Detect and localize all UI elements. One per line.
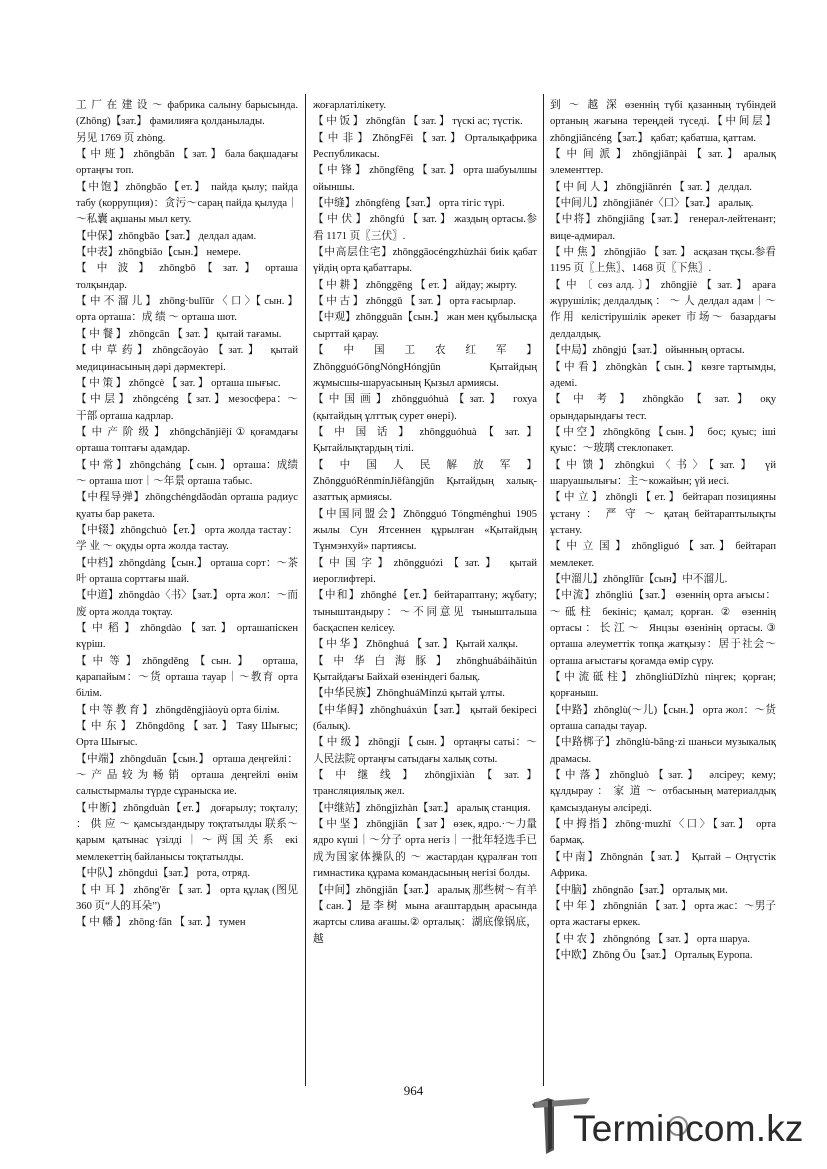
site-logo (528, 1096, 818, 1156)
dictionary-entry: 【中路】zhōnglù(～儿)【сын.】 орта жол：～货 орташа сапады тауар. (550, 704, 776, 733)
dictionary-entry: 【 中 东 】 Zhōngdōng 【 зат. 】 Таяу Шығыс; Орта Шығыс. (76, 721, 298, 749)
logo-text: Termincom.kz (573, 1108, 804, 1149)
dictionary-entry: 【 中 焦 】 zhōngjiāo 【 зат. 】 асқазан тқсы.参看 1195 页〖上焦〗、1468 页〖下焦〗. (550, 247, 776, 275)
dictionary-entry: 【 中 立 】 zhōnglì 【 ет. 】 бейтарап позицияны ұстану ： 严 守 ～ қатаң бейтараптылықты ұстану. (550, 492, 776, 536)
dictionary-entry: жоғарлатілікету. (313, 100, 387, 111)
dictionary-entry: 【中断】zhōngduàn【ет.】 доғарылу; тоқталу; ： 供 应 ～ қамсыздандыру тоқтатылды 联系～ қарым қатынас үзілді｜～两国关系 екі мемлекеттің байланысы тоқтатылды. (76, 802, 298, 863)
dictionary-entry: 【中国同盟会】Zhōngguó Tóngménghuì 1905 жылы Сун Ятсеннен құрылған «Қытайдың Тұнмэнхуй» партиясы. (313, 508, 537, 553)
dictionary-entry: 【 中 坚 】 zhōngjiān 【 зат 】 өзек, ядро.·～力量 ядро күші｜～分子 орта негіз｜一批年轻选手已成为国家体操队的 ～ жастардан құралған топ гимнастика құрама командасының негізі болды. (313, 819, 537, 880)
dictionary-entry: 【 中 班 】 zhōngbān 【 зат. 】 бала бақшадағы ортаңғы топ. (76, 149, 298, 177)
dictionary-entry: 【 中 古 】 zhōnggǔ 【 зат. 】 орта ғасырлар. (313, 296, 516, 308)
dictionary-entry: 【 中 幡 】 zhōng·fān 【 зат. 】 тумен (76, 917, 246, 929)
dictionary-entry: 【 中 耕 】 zhōnggēng 【 ет. 】 айдау; жырту. (313, 279, 518, 291)
dictionary-entry: 【中保】zhōngbǎo【зат.】 делдал адам. (76, 230, 257, 242)
dictionary-entry: 【 中 级 】 zhōngjí 【 сын. 】 ортаңғы сатьі：～人民法院 ортаңғы сатыдағы халық соты. (313, 737, 537, 765)
dictionary-entry: 【中端】zhōngduān【сын.】 орташа деңгейлі：～产品较为畅销 орташа деңгейлі өнім салыстырмалы түрде сұраныска ие. (76, 753, 298, 798)
dictionary-entry: 【中华民族】ZhōnghuáMínzú қытай ұлты. (313, 688, 505, 700)
dictionary-entry: 【中观】zhōngguān【сын.】 жан мен құбылысқа сырттай қарау. (313, 312, 537, 340)
dictionary-entry: 【 中 间 派 】 zhōngjiānpài 【 зат. 】 аралық элементтер. (550, 149, 776, 177)
dictionary-entry: 【中高层住宅】zhōnggāocéngzhùzhái биік қабат үйдің орта қабаттары. (313, 247, 537, 275)
dictionary-entry: 【中南】Zhōngnán【зат.】 Қытай – Оңтүстік Африка. (550, 851, 776, 880)
dictionary-entry: 【中局】zhōngjú【зат.】 ойынның ортасы. (550, 345, 745, 357)
dictionary-entry: 【 中 华 白 海 豚 】 zhōnghuábáihǎitún Қытайдағы Байхай өзеніндегі балық. (313, 655, 537, 684)
dictionary-entry: 【 中 常 】 zhōngcháng 【 сын. 】 орташа：成绩～ орташа шот｜～年景 орташа табыс. (76, 459, 298, 487)
dictionary-entry: 【 中 国 工 农 红 军 】 ZhōngguóGōngNóngHóngjūn Қытайдың жұмысшы-шаруасының Қызыл армиясы. (313, 345, 537, 389)
dictionary-entry: 【 中 伏 】 zhōngfú 【 зат. 】 жаздың ортасы.参看 1171 页〖三伏〗. (313, 214, 537, 242)
dictionary-entry: 【中间】zhōngjiān【зат.】 аралық 那些树～有羊【сан.】是李树 мына ағаштардың арасында жартсы слива ағашы.② орталық：湖底像锅底，越 (313, 884, 537, 945)
dictionary-entry: 【中草药】zhōngcǎoyào【зат.】 қытай медицинасының дәрі дәрмектері. (76, 345, 298, 373)
dictionary-entry: 【中国字】zhōngguózì【зат.】 қытай иероглифтері. (313, 557, 537, 585)
dictionary-entry: 【 中 稻 】 zhōngdào 【 зат. 】 орташапіскен күріш. (76, 623, 298, 651)
dictionary-entry: 【中脑】zhōngnǎo【зат.】 орталық ми. (550, 884, 728, 896)
column-divider (543, 94, 544, 1086)
dictionary-entry: 【中缝】zhōngfèng【зат.】 орта тігіс түрі. (313, 198, 505, 210)
dictionary-entry: 【中表】zhōngbiǎo【сын.】 немере. (76, 247, 241, 259)
dictionary-entry: 【 中 间 人 】 zhōngjiānrén 【 зат. 】 делдал. (550, 181, 752, 193)
dictionary-entry: 【 中 立 国 】 zhōnglìguó 【 зат. 】 бейтарап мемлекет. (550, 541, 776, 569)
dictionary-entry: 【中路梆子】zhōnglù-bāng·zi шаньси музыкалық драмасы. (550, 737, 776, 765)
dictionary-entry: 【中档】zhōngdàng【сын.】 орташа сорт：～茶叶 орташа сорттағы шай. (76, 557, 298, 585)
dictionary-entry: 【 中 层 】 zhōngcéng 【 зат. 】 мезосфера：～干部 орташа кадрлар. (76, 394, 298, 422)
dictionary-entry: 【 中 国 话 】 zhōngguóhuà 【 зат. 】 Қытайлықтардың тілі. (313, 426, 537, 455)
column-divider (305, 94, 306, 1086)
page-number: 964 (403, 1083, 424, 1098)
dictionary-entry: 【 中 继 线 】 zhōngjìxiàn 【 зат. 】 трансляциялық жел. (313, 770, 537, 798)
dictionary-entry: 【中辍】zhōngchuò【ет.】 орта жолда тастау：学 业 ～ оқуды орта жолда тастау. (76, 524, 298, 553)
dictionary-entry: 【 中 产 阶 级 】 zhōngchǎnjiējí ① қоғамдағы орташа топтағы адамдар. (76, 426, 298, 455)
dictionary-entry: 到 ～ 越 深 өзеннің түбі қазанның түбіндей ортаның жағына тереңдей түседі.【中间层】zhōngjiāncéng【зат.】 қабат; қабатша, қаттам. (550, 100, 776, 144)
dictionary-entry: 【中等】zhōngděng【сын.】 орташа, қарапайым：～货 орташа тауар｜～教育 орта білім. (76, 655, 298, 700)
dictionary-entry: 另见 1769 页 zhòng. (76, 132, 166, 144)
dictionary-entry: 【 中 农 】 zhōngnóng 【 зат. 】 орта шаруа. (550, 933, 751, 945)
dictionary-entry: 【 中 波 】 zhōngbō 【 зат. 】 орташа толқындар. (76, 263, 298, 291)
dictionary-entry: 【中流】zhōngliú【зат.】 өзеннің орта ағысы：～砥柱 бекініс; қамал; қорған. ② өзеннің ортасы：长江～ Янцзы өзенінің ортасы.③ орташа әлеуметтік топқа жатқызу：居于社会～ орташа ағыстағы қоғамда өмір сүру. (550, 590, 776, 667)
dictionary-entry: 【中队】zhōngduì【зат.】 рота, отряд. (76, 868, 251, 880)
dictionary-entry: 【中间儿】zhōngjiānér〈口〉【зат.】 аралық. (550, 198, 754, 210)
dictionary-entry: 【中馈】zhōngkuì〈书〉【зат.】 үй шаруашылығы：主～кожайын; үй иесі. (550, 459, 776, 487)
dictionary-entry: 【中将】zhōngjiāng【зат.】 генерал-лейтенант; вице-адмирал. (550, 214, 776, 242)
dictionary-entry: 【 中 等 教 育 】 zhōngděngjiàoyù орта білім. (76, 704, 280, 716)
dictionary-entry: 【 中 锋 】 zhōngfēng 【 зат. 】 орта шабуылшы ойыншы. (313, 165, 537, 193)
dictionary-entry: 【中溜儿】zhōnglīūr【сын】中不溜儿. (550, 573, 728, 585)
dictionary-entry: 【中国画】zhōngguóhuà【зат.】 гохуа (қытайдың ұлттық сурет өнері). (313, 394, 537, 422)
dictionary-entry: 【 中 国 人 民 解 放 军 】 ZhōngguóRénmínJiěfàngjūn Қытайдың халық-азаттық армиясы. (313, 459, 537, 504)
dictionary-entry: 【中程导弹】zhōngchéngdǎodàn орташа радиус қуаты бар ракета. (76, 492, 298, 520)
dictionary-entry: 工 厂 在 建 设 ～ фабрика салыну барысында. (Zhōng)【зат.】 фамилияға қолданылады. (76, 100, 298, 128)
dictionary-entry: 【 中 考 】 zhōngkǎo 【 зат. 】 оқу орындарындағы тест. (550, 394, 776, 422)
dictionary-entry: 【中道】zhōngdào〈书〉【зат.】 орта жол：～而废 орта жолда тоқтау. (76, 590, 298, 618)
dictionary-entry: 【中拇指】zhōng·muzhǐ〈口〉【зат.】 орта бармақ. (550, 819, 776, 847)
dictionary-entry: 【中欧】Zhōng Ōu【зат.】 Орталық Еуропа. (550, 949, 753, 961)
dictionary-entry: 【 中 饭 】 zhōngfàn 【 зат. 】 түскі ас; түстік. (313, 116, 523, 128)
dictionary-entry: 【中和】zhōnghé【ет.】бейтараптану; жұбату; тыныштандыру：～不同意见 тыныштальша басқаспен келісеу. (313, 590, 537, 634)
dictionary-entry: 【中华鲟】zhōnghuáxún【зат.】 қытай бекіресі (балық). (313, 704, 537, 733)
dictionary-entry: 【中饱】zhōngbǎo【ет.】 пайда қылу; пайда табу (коррупция)：贪污～сараң пайда қылуда｜～私囊 ақшаны мыл кету. (76, 181, 298, 226)
dictionary-column-middle (313, 98, 537, 948)
dictionary-entry: 【 中 餐 】 zhōngcān 【 зат. 】 қытай тағамы. (76, 328, 282, 340)
dictionary-entry: 【 中 策 】 zhōngcè 【 зат. 】 орташа шығыс. (76, 377, 281, 389)
dictionary-entry: 【 中 〔 сөз алд. 〕】 zhōngjiè 【 зат. 】 араға жүрушілік; делдалдық ： ～ 人 делдал адам｜～作用 келістірушілік әрекет 市场～ базардағы делдалдық. (550, 279, 776, 340)
dictionary-entry: 【 中 华 】 Zhōnghuá 【 зат. 】 Қытай халқы. (313, 639, 518, 651)
dictionary-entry: 【中流砥柱】zhōngliúDǐzhù піңгек; қорған; қорғаныш. (550, 672, 776, 700)
dictionary-column-right (550, 98, 776, 964)
dictionary-entry: 【中继站】zhōngjìzhàn【зат.】 аралық станция. (313, 802, 531, 814)
dictionary-entry: 【 中 看 】 zhōngkàn 【 сын. 】 көзге тартымды, әдемі. (550, 361, 776, 389)
dictionary-column-left (76, 98, 298, 932)
dictionary-entry: 【 中 非 】 ZhōngFēi 【 зат. 】 Орталықафрика Республикасы. (313, 132, 537, 161)
dictionary-entry: 【中空】zhōngkōng【сын.】 бос; қуыс; іші қуыс：～玻璃 стеклопакет. (550, 426, 776, 455)
dictionary-entry: 【 中 不 溜 儿 】 zhōng·bulīūr 〈 口 〉【 сын. 】 орта орташа：成 绩 ～ орташа шот. (76, 296, 298, 324)
dictionary-entry: 【 中 耳 】 zhōng'ěr 【 зат. 】 орта құлақ (图见 360 页“人的耳朵”) (76, 884, 298, 912)
dictionary-entry: 【 中 年 】 zhōngnián 【 зат. 】 орта жас：～男子 орта жастағы еркек. (550, 900, 776, 929)
dictionary-entry: 【中落】zhōngluò【зат.】 әлсіреу; кему; құлдырау ： 家 道 ～ отбасының материалдық қамсыздануы әлсіреді. (550, 770, 776, 814)
